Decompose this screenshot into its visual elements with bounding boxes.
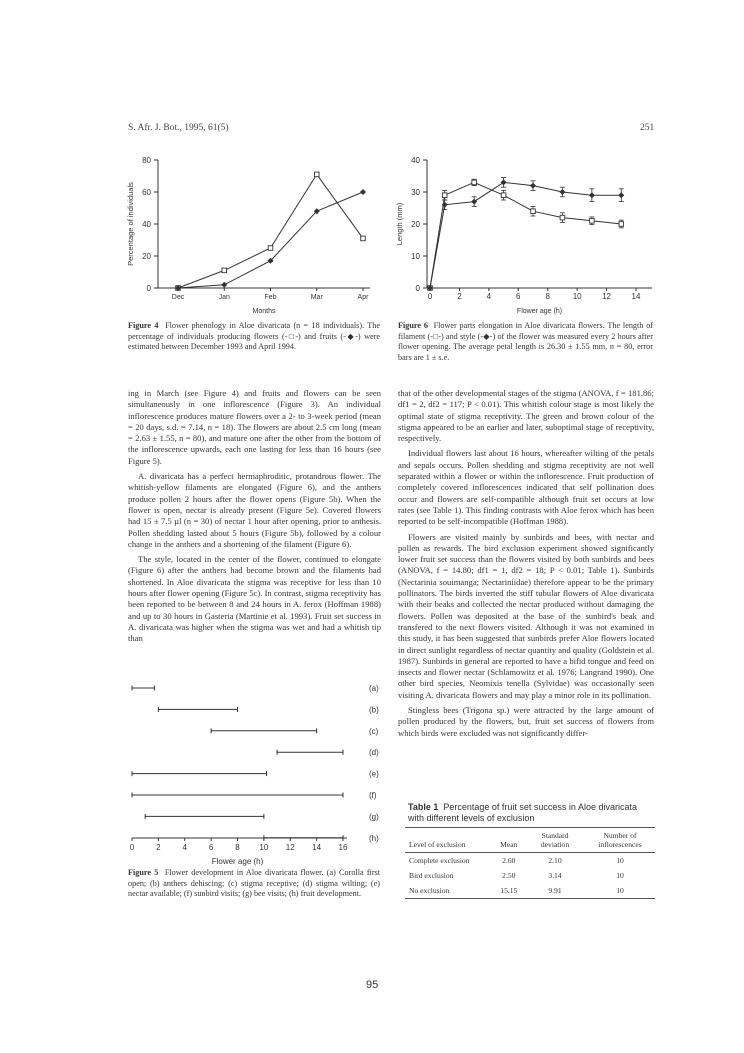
figure-4-label: Figure 4 [128, 321, 159, 330]
left-paragraph-2: A. divaricata has a perfect hermaphroditic, protandrous flower. The whitish-yellow filaments are elongated (Figure 6), and the anthers produce pollen 2 hours after the flower opens (Figure 5b). When the flower is open, nectar is already present (Figure 5e). Covered flowers had 15 ± 7.5 µl (n = 30) of nectar 1 hour after opening, prior to anthesis. Pollen shedding lasted about 5 hours (Figure 5b), followed by a colour change in the anthers and a shortening of the filament (Figure 6). [128, 471, 381, 549]
y-tick-label: 80 [142, 156, 151, 165]
data-point [361, 236, 366, 241]
y-tick-label: 0 [146, 284, 151, 293]
x-tick-label: 12 [602, 292, 612, 301]
figure-5-caption-text: Flower development in Aloe divaricata flower. (a) Corolla first open; (b) anthers dehiscing; (c) stigma receptive; (d) stigma wilting; (e) nectar available; (f) sunbird visits; (g) bee visits; (h) fruit development. [128, 868, 381, 899]
row-label: (a) [369, 684, 379, 693]
data-point [531, 209, 536, 214]
page-number-header: 251 [640, 123, 655, 133]
table-cell: 15.15 [500, 886, 518, 895]
data-point [472, 180, 477, 185]
table-cell: 2.10 [548, 856, 562, 865]
row-label: (f) [369, 791, 377, 800]
table-row [405, 883, 655, 899]
table-header-cell: Level of exclusion [409, 840, 466, 849]
table-cell: Complete exclusion [409, 856, 470, 865]
x-tick-label: 10 [572, 292, 582, 301]
x-tick-label: 12 [285, 843, 295, 852]
table-cell: 3.14 [548, 871, 562, 880]
figure-6-chart [390, 152, 660, 318]
data-point [589, 192, 595, 198]
left-column [128, 388, 381, 649]
table-header-row [405, 828, 655, 853]
row-label: (b) [369, 705, 379, 715]
table-row [405, 868, 655, 883]
table-1 [405, 827, 655, 899]
right-column [398, 388, 654, 743]
y-tick-label: 0 [415, 284, 420, 293]
table-cell: Bird exclusion [409, 871, 454, 880]
x-tick-label: 0 [427, 292, 433, 301]
figure-6-caption [398, 321, 653, 363]
y-tick-label: 40 [411, 156, 420, 165]
table-header-cell: Standard deviation [540, 831, 570, 849]
row-label: (c) [369, 726, 379, 736]
x-tick-label: 8 [545, 292, 550, 301]
x-tick-label: Feb [264, 294, 277, 301]
data-point [559, 189, 565, 195]
data-point [222, 268, 227, 273]
series-line [178, 192, 363, 288]
table-row [405, 853, 655, 869]
x-tick-label: 14 [312, 843, 322, 852]
x-tick-label: 4 [486, 292, 492, 301]
series-line [430, 182, 621, 288]
y-tick-label: 30 [411, 188, 420, 197]
footer-page-number: 95 [366, 979, 379, 991]
y-tick-label: 20 [411, 220, 420, 229]
table-cell: 2.50 [502, 871, 516, 880]
data-point [560, 215, 565, 220]
figure-6-plot [395, 156, 652, 315]
table-cell: 9.91 [548, 886, 562, 895]
data-point [360, 189, 366, 195]
data-point [618, 192, 624, 198]
table-cell: 10 [616, 856, 624, 865]
right-paragraph-2: Individual flowers last about 16 hours, whereafter wilting of the petals and sepals occurs. Pollen shedding and stigma receptivity are not well separated within a flower or within the inflorescence. Fruit production of completely covered inflorescences indicated that self pollination does occur and flowers are self-compatible although fruit set occurs at low rates (see Table 1). This finding contrasts with Aloe ferox which has been reported to be self-incompatible (Hoffman 1988). [398, 448, 654, 527]
x-tick-label: 16 [338, 843, 348, 852]
figure-4-plot [126, 156, 370, 315]
data-point [530, 183, 536, 189]
figure-4-caption-text: Flower phenology in Aloe divaricata (n = 18 individuals). The percentage of individuals producing flowers (-□-) and fruits (-◆-) were estimated between December 1993 and April 1994. [128, 321, 381, 352]
figure-5-caption [128, 868, 380, 900]
row-label: (e) [369, 769, 379, 779]
x-tick-label: 6 [208, 843, 214, 852]
x-tick-label: Dec [171, 294, 185, 301]
table-1-title [408, 802, 653, 824]
x-tick-label: 14 [631, 292, 641, 301]
table-cell: No exclusion [409, 886, 450, 895]
table-1-title-text: Percentage of fruit set success in Aloe divaricata with different levels of exclusion [408, 802, 637, 823]
x-tick-label: Apr [357, 294, 369, 301]
x-tick-label: 4 [182, 843, 187, 852]
table-header-cell: Mean [500, 840, 518, 849]
figure-5-chart [110, 675, 385, 867]
y-tick-label: 10 [411, 252, 420, 261]
x-tick-label: 10 [259, 843, 269, 852]
data-point [314, 172, 319, 177]
data-point [501, 179, 507, 185]
data-point [268, 246, 273, 251]
figure-6-caption-text: Flower parts elongation in Aloe divaricata flowers. The length of filament (-□-) and style (-◆-) of the flower was measured every 2 hours after flower opening. The average petal length is 26.30 ± 1.55 mm, n = 80, error bars are 1 ± s.e. [398, 321, 654, 362]
x-tick-label: 2 [156, 843, 161, 852]
data-point [619, 222, 624, 227]
row-label: (d) [369, 748, 379, 758]
data-point [501, 193, 506, 198]
right-paragraph-4: Stingless bees (Trigona sp.) were attracted by the large amount of pollen produced by the flowers, but, fruit set success of flowers from which birds were excluded was not significantly differ- [398, 705, 654, 738]
data-point [590, 219, 595, 224]
row-label: (g) [369, 812, 379, 822]
x-axis-label: Months [252, 308, 276, 315]
data-point [471, 199, 477, 205]
x-axis-label: Flower age (h) [211, 857, 264, 866]
left-paragraph-1: ing in March (see Figure 4) and fruits and flowers can be seen simultaneously in one inflorescence (Figure 3). An individual inflorescence produces mature flowers over a 2- to 3-week period (mean = 20 days, s.d. = 7.14, n = 18). The flowers are about 2.5 cm long (mean = 2.63 ± 1.55, n = 80), and mature one after the other from the bottom of the inflorescence upwards, each one lasting for less than 16 hours (see Figure 5). [128, 388, 381, 466]
y-tick-label: 20 [142, 252, 151, 261]
series-line [430, 182, 621, 288]
y-tick-label: 60 [142, 188, 151, 197]
left-paragraph-3: The style, located in the center of the flower, continued to elongate (Figure 6) after the anthers had become brown and the filaments had shortened. In Aloe divaricata the stigma was receptive for less than 10 hours after flower opening (Figure 5c). In contrast, stigma receptivity has been reported to be between 8 and 24 hours in A. ferox (Hoffman 1988) and up to 30 hours in Gasteria (Martinie et al. 1993). Fruit set success in A. divaricata was higher when the stigma was wet and had a whitish tip than [128, 554, 381, 644]
table-header-cell: Number of inflorescences [598, 831, 642, 849]
figure-4-chart [120, 152, 380, 318]
figure-6-label: Figure 6 [398, 321, 428, 330]
x-tick-label: 0 [129, 843, 135, 852]
right-paragraph-1: that of the other developmental stages of the stigma (ANOVA, f = 181.86; df1 = 2, df2 = 117; P < 0.01). This whitish colour stage is most likely the optimal state of stigma receptivity. The green and brown colour of the stigma appeared to be an earlier and later, suboptimal stage of receptivity, respectively. [398, 388, 654, 444]
y-axis-label: Percentage of individuals [126, 182, 135, 266]
row-label: (h) [369, 833, 379, 843]
figure-5-plot [130, 684, 379, 866]
x-axis-label: Flower age (h) [516, 308, 563, 315]
right-paragraph-3: Flowers are visited mainly by sunbirds and bees, with nectar and pollen as rewards. The bird exclusion experiment showed significantly lower fruit set success than the flowers visited by both sunbirds and bees (ANOVA, f = 14.80; df1 = 1, df2 = 18; P < 0.01; Table 1). Sunbirds (Nectarinia souimanga; Nectariniidae) therefore appear to be the primary pollinators. The birds inverted the stiff tubular flowers of Aloe divaricata with their beaks and collected the nectar produced without damaging the flowers. Pollen was deposited at the base of the sunbird's beak and transfered to the next flowers visited. Although it was not examined in this study, it has been suggested that sunbirds prefer Aloe flowers located in direct sunlight regardless of nectar quantity and quality (Goldstein et al. 1987). Sunbirds in general are reported to have a bifid tongue and feed on insects and flower nectar (Schlamowitz et al. 1976; Langrand 1990). One other bird species, Neomixis tenella (Sylvidae) was occasionally seen visiting A. divaricata flowers and may play a minor role in its pollination. [398, 531, 654, 700]
x-tick-label: Mar [310, 294, 323, 301]
series-line [178, 174, 363, 288]
y-tick-label: 40 [142, 220, 151, 229]
table-cell: 2.60 [502, 856, 516, 865]
x-tick-label: Jan [218, 294, 230, 301]
x-tick-label: 6 [516, 292, 521, 301]
journal-header: S. Afr. J. Bot., 1995, 61(5) [128, 123, 229, 133]
table-cell: 10 [616, 871, 624, 880]
y-axis-label: Length (mm) [395, 202, 404, 246]
table-cell: 10 [616, 886, 624, 895]
x-tick-label: 8 [235, 843, 240, 852]
table-1-grid [405, 827, 655, 899]
x-tick-label: 2 [457, 292, 462, 301]
figure-4-caption [128, 321, 380, 353]
data-point [221, 282, 227, 288]
data-point [442, 193, 447, 198]
table-1-label: Table 1 [408, 802, 439, 812]
figure-5-label: Figure 5 [128, 868, 159, 877]
